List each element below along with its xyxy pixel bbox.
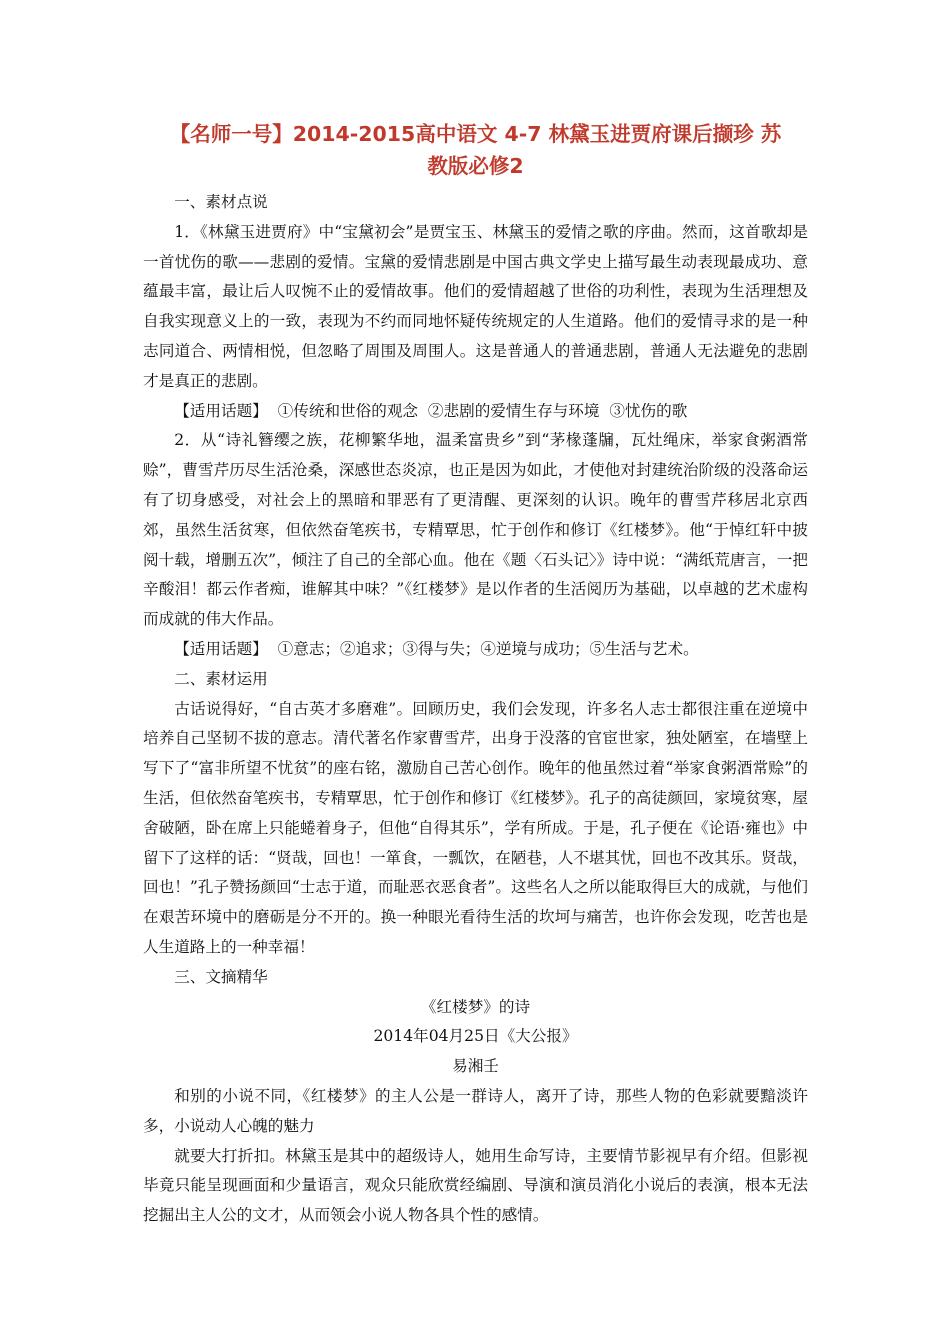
section-1-heading: 一、素材点说 <box>174 193 268 211</box>
article-title: 《红楼梦》的诗 <box>420 997 531 1016</box>
article-date: 2014年04月25日《大公报》 <box>373 1027 578 1046</box>
article-author: 易湘壬 <box>452 1057 499 1076</box>
document-title <box>131 118 820 182</box>
article-paragraph-2: 就要大打折扣。林黛玉是其中的超级诗人，她用生命写诗，主要情节影视早有介绍。但影视毕竟只能呈现画面和少量语言，观众只能欣赏经编剧、导演和演员消化小说后的表演，根本无法挖掘出主人公的文才，从而领会小说人物各具个性的感情。 <box>143 1146 808 1225</box>
title-line-1: 【名师一号】2014-2015高中语文 4-7 林黛玉进贾府课后撷珍 苏 <box>169 122 782 146</box>
section-1-paragraph-2: 2．从“诗礼簪缨之族，花柳繁华地，温柔富贵乡”到“茅椽蓬牖，瓦灶绳床，举家食粥酒常赊”，曹雪芹历尽生活沧桑，深感世态炎凉，也正是因为如此，才使他对封建统治阶级的没落命运有了切身感受，对社会上的黑暗和罪恶有了更清醒、更深刻的认识。晚年的曹雪芹移居北京西郊，虽然生活贫寒，但依然奋笔疾书，专精覃思，忙于创作和修订《红楼梦》。他“于悼红轩中披阅十载，增删五次”，倾注了自己的全部心血。他在《题〈石头记〉》诗中说：“满纸荒唐言，一把辛酸泪！都云作者痴，谁解其中味？”《红楼梦》是以作者的生活阅历为基础，以卓越的艺术虚构而成就的伟大作品。 <box>143 431 808 629</box>
section-1-topics-2: 【适用话题】 ①意志；②追求；③得与失；④逆境与成功；⑤生活与艺术。 <box>174 639 699 658</box>
document-page <box>143 118 808 1231</box>
section-3-heading: 三、文摘精华 <box>174 967 268 986</box>
section-1-topics-1: 【适用话题】 ①传统和世俗的观念 ②悲剧的爱情生存与环境 ③忧伤的歌 <box>174 401 688 420</box>
section-1-paragraph-1: 1．《林黛玉进贾府》中“宝黛初会”是贾宝玉、林黛玉的爱情之歌的序曲。然而，这首歌却是一首忧伤的歌——悲剧的爱情。宝黛的爱情悲剧是中国古典文学史上描写最生动表现最成功、意蕴最丰富，最让后人叹惋不止的爱情故事。他们的爱情超越了世俗的功利性，表现为生活理想及自我实现意义上的一致，表现为不约而同地怀疑传统规定的人生道路。他们的爱情寻求的是一种志同道合、两情相悦，但忽略了周围及周围人。这是普通人的普通悲剧，普通人无法避免的悲剧才是真正的悲剧。 <box>143 222 808 390</box>
section-2-paragraph: 古话说得好，“自古英才多磨难”。回顾历史，我们会发现，许多名人志士都很注重在逆境中培养自己坚韧不拔的意志。清代著名作家曹雪芹，出身于没落的官宦世家，独处陋室，在墙壁上写下了“富非所望不忧贫”的座右铭，激励自己苦心创作。晚年的他虽然过着“举家食粥酒常赊”的生活，但依然奋笔疾书，专精覃思，忙于创作和修订《红楼梦》。孔子的高徒颜回，家境贫寒，屋舍破陋，卧在席上只能蜷着身子，但他“自得其乐”，学有所成。于是，孔子便在《论语·雍也》中留下了这样的话：“贤哉，回也！一箪食，一瓢饮，在陋巷，人不堪其忧，回也不改其乐。贤哉，回也！”孔子赞扬颜回“士志于道，而耻恶衣恶食者”。这些名人之所以能取得巨大的成就，与他们在艰苦环境中的磨砺是分不开的。换一种眼光看待生活的坎坷与痛苦，也许你会发现，吃苦也是人生道路上的一种幸福！ <box>143 699 808 956</box>
section-2-heading: 二、素材运用 <box>174 669 268 688</box>
title-line-2: 教版必修2 <box>427 154 524 178</box>
article-paragraph-1: 和别的小说不同，《红楼梦》的主人公是一群诗人，离开了诗，那些人物的色彩就要黯淡许多，小说动人心魄的魅力 <box>143 1086 808 1135</box>
